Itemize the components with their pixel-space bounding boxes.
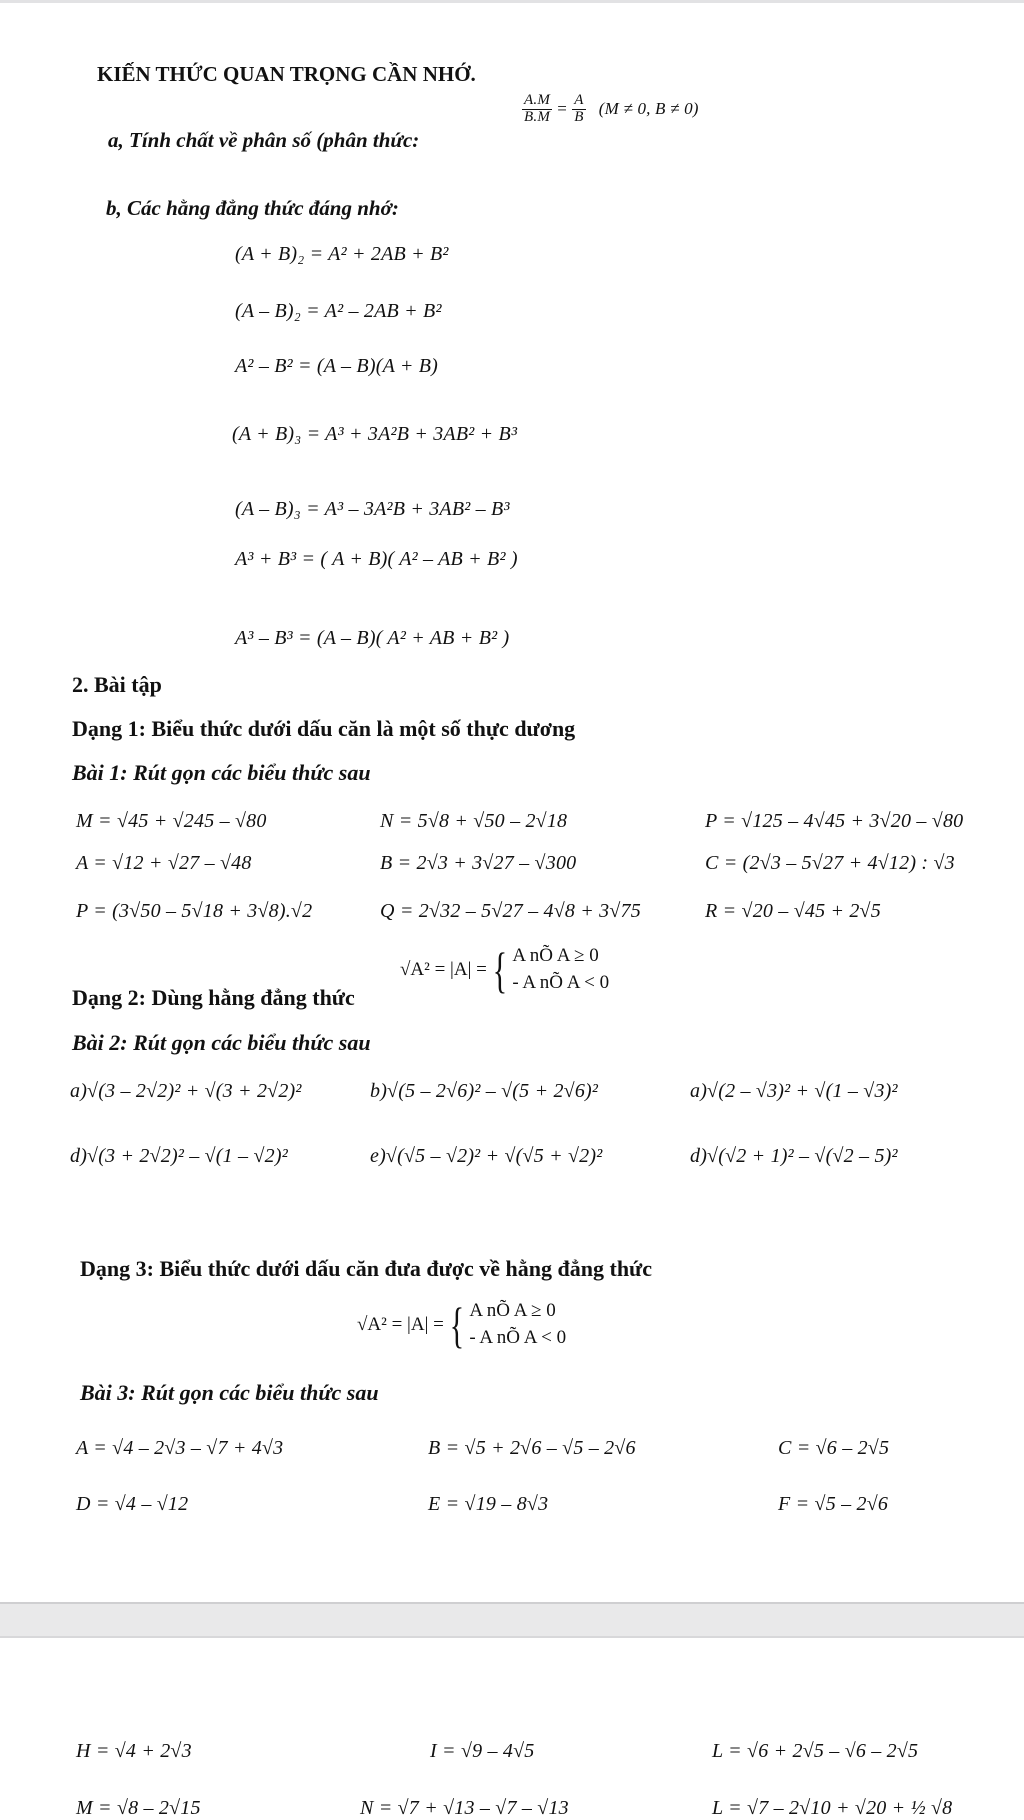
abs-value-formula-2 <box>357 1298 566 1351</box>
bai2-expr-e: e)√(√5 – √2)² + √(√5 + √2)² <box>370 1145 603 1167</box>
identity-6: A³ + B³ = ( A + B)( A² – AB + B² ) <box>235 548 518 570</box>
p2-expr-I: I = √9 – 4√5 <box>430 1740 535 1762</box>
fraction-property-formula <box>522 93 699 126</box>
bai-2-title: Bài 2: Rút gọn các biểu thức sau <box>72 1030 371 1055</box>
identity-5: (A – B)₃ = A³ – 3A²B + 3AB² – B³ <box>235 498 510 520</box>
bai3-expr-E: E = √19 – 8√3 <box>428 1493 549 1515</box>
page-heading: KIẾN THỨC QUAN TRỌNG CẦN NHỚ. <box>97 62 476 86</box>
dang-2-title: Dạng 2: Dùng hằng đẳng thức <box>72 985 355 1010</box>
abs-case-positive-2: A nÕ A ≥ 0 <box>469 1300 556 1321</box>
bai1-expr-C: C = (2√3 – 5√27 + 4√12) : √3 <box>705 852 955 874</box>
bai1-expr-N: N = 5√8 + √50 – 2√18 <box>380 810 568 832</box>
abs-case-negative-1: - A nÕ A < 0 <box>512 971 610 993</box>
fraction-left-denominator: B.M <box>524 108 551 125</box>
page-break-border-top <box>0 1602 1024 1604</box>
identity-7: A³ – B³ = (A – B)( A² + AB + B² ) <box>235 627 510 649</box>
bai2-expr-a1: a)√(3 – 2√2)² + √(3 + 2√2)² <box>70 1080 302 1102</box>
bai2-expr-b: b)√(5 – 2√6)² – √(5 + 2√6)² <box>370 1080 599 1102</box>
abs-case-negative-2: - A nÕ A < 0 <box>469 1326 567 1348</box>
identity-3: A² – B² = (A – B)(A + B) <box>235 355 439 377</box>
page-top-border <box>0 0 1024 3</box>
identity-1: (A + B)₂ = A² + 2AB + B² <box>235 243 449 265</box>
bai2-expr-d2: d)√(√2 + 1)² – √(√2 – 5)² <box>690 1145 898 1167</box>
bai1-expr-P2: P = (3√50 – 5√18 + 3√8).√2 <box>76 900 313 922</box>
bai3-expr-B: B = √5 + 2√6 – √5 – 2√6 <box>428 1437 636 1459</box>
fraction-right-numerator: A <box>574 92 584 108</box>
bai1-expr-R: R = √20 – √45 + 2√5 <box>705 900 881 922</box>
bai2-expr-a2: a)√(2 – √3)² + √(1 – √3)² <box>690 1080 898 1102</box>
abs-cases-1 <box>512 943 609 996</box>
bai3-expr-C: C = √6 – 2√5 <box>778 1437 890 1459</box>
p2-expr-N: N = √7 + √13 – √7 – √13 <box>360 1797 569 1819</box>
bai-1-title: Bài 1: Rút gọn các biểu thức sau <box>72 760 371 785</box>
abs-formula-left-1: √A² = |A| = <box>400 958 487 980</box>
identity-4: (A + B)₃ = A³ + 3A²B + 3AB² + B³ <box>232 423 518 445</box>
p2-expr-H: H = √4 + 2√3 <box>76 1740 192 1762</box>
fraction-left-numerator: A.M <box>524 92 551 108</box>
p2-expr-M: M = √8 – 2√15 <box>76 1797 201 1819</box>
bai-3-title: Bài 3: Rút gọn các biểu thức sau <box>80 1380 379 1405</box>
page-break-border-bottom <box>0 1636 1024 1638</box>
bai2-expr-d1: d)√(3 + 2√2)² – √(1 – √2)² <box>70 1145 288 1167</box>
fraction-right-denominator: B <box>574 108 584 125</box>
equals-sign: = <box>557 98 568 118</box>
section-a-label: a, Tính chất về phân số (phân thức: <box>108 128 420 152</box>
fraction-right <box>572 93 585 126</box>
fraction-condition: (M ≠ 0, B ≠ 0) <box>598 98 699 118</box>
bai3-expr-F: F = √5 – 2√6 <box>778 1493 889 1515</box>
bai1-expr-Q: Q = 2√32 – 5√27 – 4√8 + 3√75 <box>380 900 641 922</box>
brace-1: { <box>492 941 507 998</box>
p2-expr-L2: L = √7 – 2√10 + √20 + ½ √8 <box>712 1797 953 1819</box>
section-b-label: b, Các hằng đẳng thức đáng nhớ: <box>106 196 399 220</box>
fraction-left <box>522 93 552 126</box>
abs-formula-left-2: √A² = |A| = <box>357 1313 444 1335</box>
identity-2: (A – B)₂ = A² – 2AB + B² <box>235 300 442 322</box>
bai1-expr-P: P = √125 – 4√45 + 3√20 – √80 <box>705 810 964 832</box>
bai1-expr-A: A = √12 + √27 – √48 <box>76 852 252 874</box>
bai3-expr-D: D = √4 – √12 <box>76 1493 189 1515</box>
bai3-expr-A: A = √4 – 2√3 – √7 + 4√3 <box>76 1437 284 1459</box>
abs-case-positive-1: A nÕ A ≥ 0 <box>512 945 599 966</box>
dang-3-title: Dạng 3: Biểu thức dưới dấu căn đưa được về hằng đẳng thức <box>80 1256 653 1281</box>
part-2-title: 2. Bài tập <box>72 672 162 697</box>
bai1-expr-M: M = √45 + √245 – √80 <box>76 810 267 832</box>
p2-expr-L: L = √6 + 2√5 – √6 – 2√5 <box>712 1740 919 1762</box>
abs-cases-2 <box>469 1298 566 1351</box>
page-break-gap <box>0 1603 1024 1637</box>
bai1-expr-B: B = 2√3 + 3√27 – √300 <box>380 852 577 874</box>
dang-1-title: Dạng 1: Biểu thức dưới dấu căn là một số thực dương <box>72 716 576 741</box>
abs-value-formula-1 <box>400 943 609 996</box>
brace-2: { <box>449 1296 464 1353</box>
